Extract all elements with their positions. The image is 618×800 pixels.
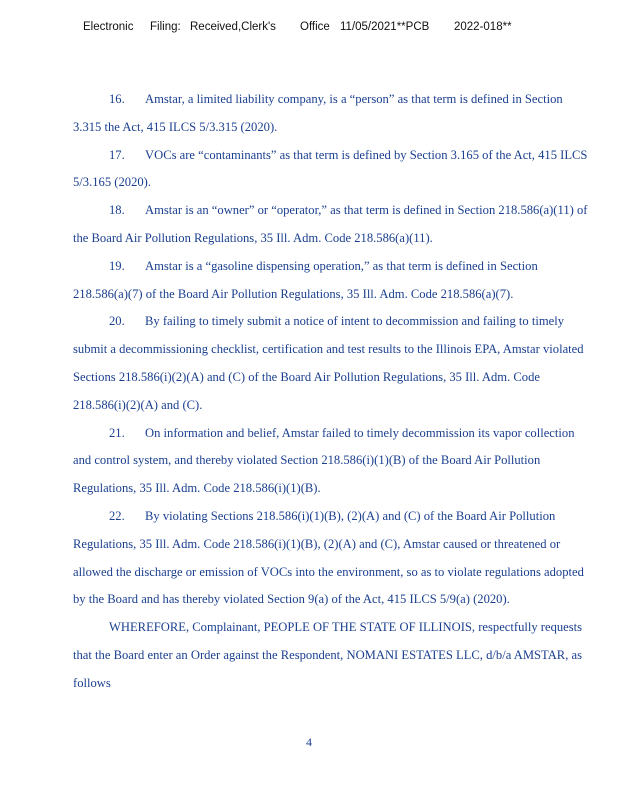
paragraph-18 [73,197,591,253]
paragraph-21 [73,420,591,503]
paragraph-text: Amstar is an “owner” or “operator,” as that term is defined in Section 218.586(a)(11) of the Board Air Pollution Regulations, 35 Ill. Adm. Code 218.586(a)(11). [73,203,588,245]
paragraph-number: 22. [109,508,125,523]
page-number: 4 [306,735,312,749]
header-filing: Filing: [150,21,181,33]
paragraph-number: 17. [109,147,125,162]
header-received: Received,Clerk's [190,21,276,33]
paragraph-text: On information and belief, Amstar failed to timely decommission its vapor collection and control system, and thereby violated Section 218.586(i)(1)(B) of the Board Air Pollution Regulations, 35 Ill. Adm. Code 218.586(i)(1)(B). [73,425,575,496]
header-date: 11/05/2021**PCB [340,21,430,33]
wherefore-text: WHEREFORE, Complainant, PEOPLE OF THE STATE OF ILLINOIS, respectfully requests that the Board enter an Order against the Respondent, NOMANI ESTATES LLC, d/b/a AMSTAR, as follows [73,620,583,690]
paragraph-text: By failing to timely submit a notice of intent to decommission and failing to timely submit a decommissioning checklist, certification and test results to the Illinois EPA, Amstar violated Sections 218.586(i)(2)(A) and (C) of the Board Air Pollution Regulations, 35 Ill. Adm. Code 218.586(i)(2)(A) and (C). [73,314,584,412]
paragraph-number: 21. [109,425,125,440]
paragraph-number: 18. [109,203,125,218]
paragraph-17 [73,142,591,198]
header-office: Office [300,21,330,33]
paragraph-number: 16. [109,92,125,106]
wherefore-clause [73,614,591,697]
paragraph-text: VOCs are “contaminants” as that term is defined by Section 3.165 of the Act, 415 ILCS 5/3.165 (2020). [73,147,588,190]
paragraph-16 [73,86,591,142]
paragraph-number: 20. [109,314,125,329]
paragraph-text: Amstar is a “gasoline dispensing operation,” as that term is defined in Section 218.586(a)(7) of the Board Air Pollution Regulations, 35 Ill. Adm. Code 218.586(a)(7). [73,258,538,301]
paragraph-text: By violating Sections 218.586(i)(1)(B), (2)(A) and (C) of the Board Air Pollution Regulations, 35 Ill. Adm. Code 218.586(i)(1)(B), (2)(A) and (C), Amstar caused or threatened or allowed the discharge or emission of VOCs into the environment, so as to violate regulations adopted by the Board and has thereby violated Section 9(a) of the Act, 415 ILCS 5/9(a) (2020). [73,508,584,607]
paragraph-22 [73,503,591,614]
paragraph-number: 19. [109,258,125,273]
header-case: 2022-018** [454,21,512,33]
document-body [73,86,591,698]
header-electronic: Electronic [83,21,134,33]
paragraph-19 [73,253,591,309]
paragraph-text: Amstar, a limited liability company, is a “person” as that term is defined in Section 3.315 the Act, 415 ILCS 5/3.315 (2020). [73,92,563,134]
paragraph-20 [73,308,591,419]
filing-header [83,21,563,33]
